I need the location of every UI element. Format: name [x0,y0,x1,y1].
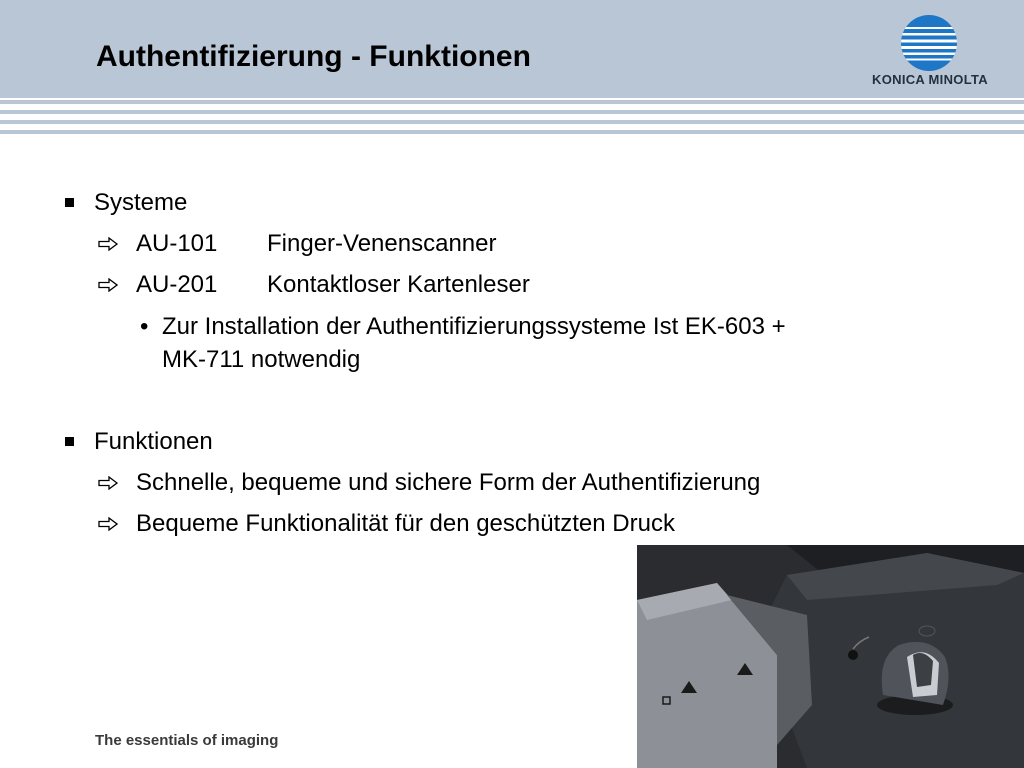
arrow-bullet-icon [98,237,118,251]
list-item [136,270,530,299]
device-photo [637,545,1024,768]
item-label: Kontaktloser Kartenleser [267,271,530,298]
arrow-bullet-icon [98,476,118,490]
dot-bullet-icon: • [140,313,149,340]
list-item: Schnelle, bequeme und sichere Form der Authentifizierung [136,469,761,496]
square-bullet-icon [65,437,74,446]
note-line: Zur Installation der Authentifizierungssysteme Ist EK-603 + [162,313,786,340]
square-bullet-icon [65,198,74,207]
footer-tagline: The essentials of imaging [95,732,279,749]
logo-wordmark: KONICA MINOLTA [872,72,988,87]
list-item [136,229,496,258]
list-item: Bequeme Funktionalität für den geschützten Druck [136,510,675,537]
item-label: Finger-Venenscanner [267,230,497,257]
arrow-bullet-icon [98,278,118,292]
note-line: MK-711 notwendig [162,346,361,373]
item-code: AU-101 [136,230,218,257]
arrow-bullet-icon [98,517,118,531]
slide-title: Authentifizierung - Funktionen [96,40,531,73]
item-code: AU-201 [136,271,218,298]
section-heading-systeme: Systeme [94,189,188,216]
section-heading-funktionen: Funktionen [94,428,213,455]
